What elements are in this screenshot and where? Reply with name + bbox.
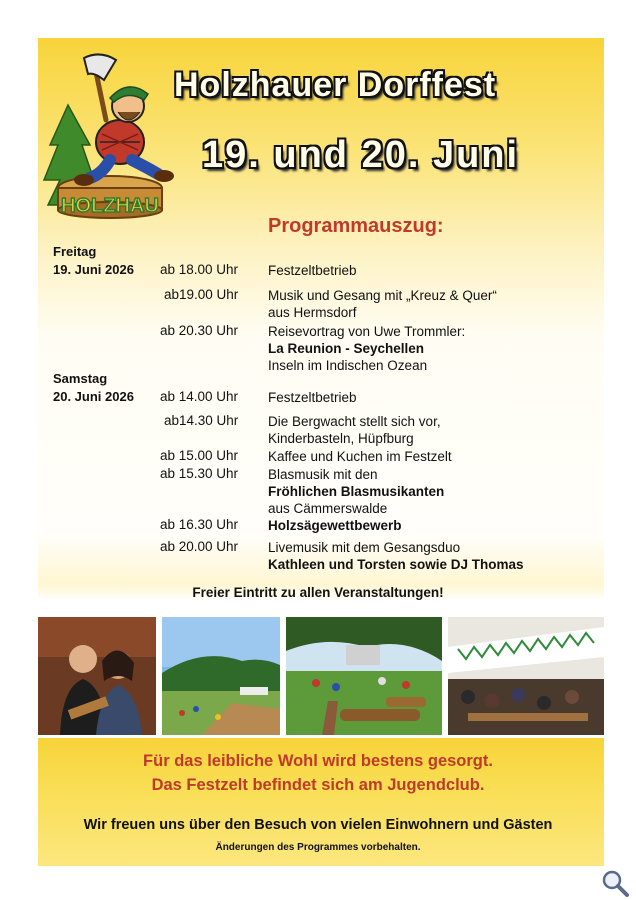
event-sat-5: Holzsägewettbewerb [268, 518, 402, 533]
tent-interior-photo [448, 617, 604, 735]
time-sat-3: ab 15.00 Uhr [160, 448, 239, 463]
change-disclaimer: Änderungen des Programmes vorbehalten. [215, 842, 421, 853]
poster-title: Holzhauer Dorffest [174, 66, 497, 104]
wood-sawing-photo [286, 617, 442, 735]
event-sat-2: Die Bergwacht stellt sich vor, Kinderbasteln, Hüpfburg [268, 414, 441, 446]
catering-notice: Für das leibliche Wohl wird bestens gesorgt. [143, 752, 493, 770]
time-sat-1: ab 14.00 Uhr [160, 389, 239, 404]
time-sat-6: ab 20.00 Uhr [160, 539, 239, 554]
time-sat-5: ab 16.30 Uhr [160, 517, 239, 532]
free-entry-notice: Freier Eintritt zu allen Veranstaltungen! [192, 585, 444, 600]
festival-meadow-photo [162, 617, 280, 735]
time-sat-4: ab 15.30 Uhr [160, 466, 239, 481]
time-sat-2: ab14.30 Uhr [164, 413, 239, 428]
time-fri-2: ab19.00 Uhr [164, 287, 239, 302]
event-sat-6: Livemusik mit dem Gesangsduo Kathleen und Torsten sowie DJ Thomas [268, 540, 524, 572]
svg-text:HOLZHAU: HOLZHAU [61, 195, 159, 217]
day-label-friday: Freitag [53, 244, 97, 259]
poster-dates: 19. und 20. Juni [202, 134, 520, 176]
event-sat-4: Blasmusik mit den Fröhlichen Blasmusikanten aus Cämmerswalde [268, 467, 445, 516]
event-fri-2: Musik und Gesang mit „Kreuz & Quer“ aus Hermsdorf [268, 288, 497, 320]
time-fri-1: ab 18.00 Uhr [160, 262, 239, 277]
program-heading: Programmauszug: [268, 215, 444, 237]
holzhau-logo [40, 50, 175, 220]
day-label-saturday: Samstag [53, 371, 108, 386]
magnifier-icon[interactable] [600, 868, 630, 898]
date-label-friday: 19. Juni 2026 [53, 262, 134, 277]
event-sat-3: Kaffee und Kuchen im Festzelt [268, 449, 452, 464]
time-fri-3: ab 20.30 Uhr [160, 323, 239, 338]
event-fri-1: Festzeltbetrieb [268, 263, 357, 278]
thanks-message: Wir freuen uns über den Besuch von vielen Einwohnern und Gästen [83, 817, 553, 833]
date-label-saturday: 20. Juni 2026 [53, 389, 134, 404]
tent-location-notice: Das Festzelt befindet sich am Jugendclub. [151, 776, 485, 794]
event-fri-3: Reisevortrag von Uwe Trommler: La Reunion - Seychellen Inseln im Indischen Ozean [268, 324, 466, 373]
duo-photo [38, 617, 156, 735]
event-sat-1: Festzeltbetrieb [268, 390, 357, 405]
